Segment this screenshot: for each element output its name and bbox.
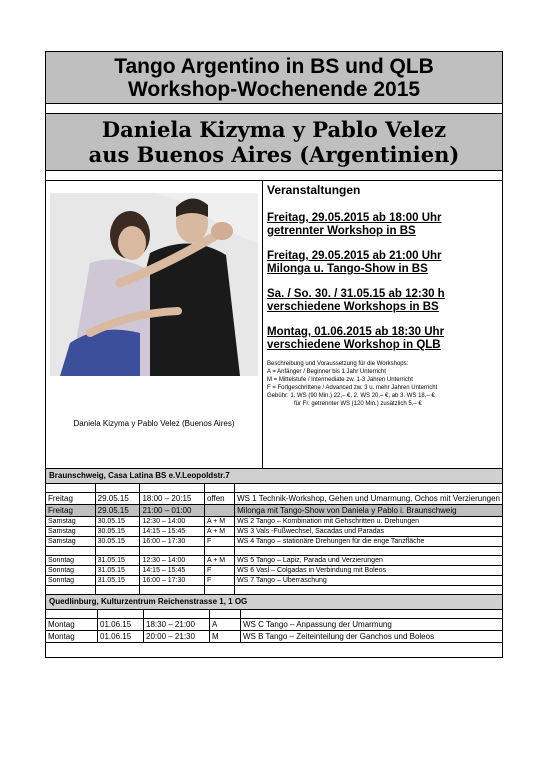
- cell-level: [204, 505, 234, 517]
- event-desc: Milonga u. Tango-Show in BS: [267, 263, 428, 275]
- title-line-2: Workshop-Wochenende 2015: [127, 78, 421, 101]
- table-row: [46, 484, 502, 493]
- table-row: [46, 610, 502, 619]
- table-row: [46, 517, 502, 527]
- flyer: [45, 51, 503, 658]
- schedule-table-bs: [46, 484, 502, 595]
- content-block: [46, 181, 502, 469]
- table-footer-space: [46, 643, 502, 657]
- event-desc: verschiedene Workshop in QLB: [267, 339, 441, 351]
- cell-date: 30.05.15: [95, 537, 140, 547]
- cell-desc: WS B Tango – Zeiteinteilung der Ganchos und Boleos: [241, 631, 503, 643]
- cell-time: 18:30 – 21:00: [144, 619, 210, 631]
- event-item: [267, 288, 498, 314]
- cell-desc: WS 2 Tango – Kombination mit Gehschritten u. Drehungen: [235, 517, 502, 527]
- spacer: [46, 171, 502, 181]
- cell-date: 01.06.15: [98, 619, 144, 631]
- cell-day: Samstag: [46, 517, 95, 527]
- legend-line: für Fr. getrennter WS (120 Min.) zusätzlich 5,– €: [294, 401, 422, 407]
- cell-level: A + M: [204, 517, 234, 527]
- photo-caption: Daniela Kizyma y Pablo Velez (Buenos Aires): [73, 419, 235, 428]
- schedule-table-qlb: [46, 610, 502, 643]
- cell-date: 30.05.15: [95, 517, 140, 527]
- legend-line: Gebühr: 1. WS (90 Min.) 22,– €, 2. WS 20,– €, ab 3. WS 18,– €: [267, 393, 435, 399]
- cell-date: 29.05.15: [95, 505, 140, 517]
- cell-level: A + M: [204, 556, 234, 566]
- event-item: [267, 250, 498, 276]
- cell-day: Sonntag: [46, 556, 95, 566]
- dancers-photo: [50, 193, 258, 376]
- table-row: [46, 566, 502, 576]
- cell-day: Freitag: [46, 505, 95, 517]
- cell-day: Sonntag: [46, 576, 95, 586]
- cell-level: A + M: [204, 527, 234, 537]
- cell-desc: WS 6 Vasl – Colgadas in Verbindung mit Boleos: [235, 566, 502, 576]
- event-date: Freitag, 29.05.2015 ab 21:00 Uhr: [267, 250, 442, 262]
- events-heading: Veranstaltungen: [267, 183, 361, 197]
- cell-level: F: [204, 576, 234, 586]
- cell-date: 29.05.15: [95, 493, 140, 505]
- legend-line: A = Anfänger / Beginner bis 1 Jahr Unterricht: [267, 369, 386, 375]
- cell-day: Sonntag: [46, 566, 95, 576]
- cell-time: 12:30 – 14:00: [140, 556, 205, 566]
- event-title: [46, 52, 502, 104]
- event-item: [267, 326, 498, 352]
- table-row: [46, 556, 502, 566]
- title-line-1: Tango Argentino in BS und QLB: [114, 55, 434, 78]
- cell-desc: WS 7 Tango – Überraschung: [235, 576, 502, 586]
- cell-time: 12:30 – 14:00: [140, 517, 205, 527]
- cell-level: F: [204, 537, 234, 547]
- event-desc: verschiedene Workshops in BS: [267, 301, 439, 313]
- workshop-legend: [267, 360, 498, 408]
- events-column: [263, 181, 502, 468]
- legend-line: Beschreibung und Voraussetzung für die Workshops:: [267, 361, 409, 367]
- spacer: [46, 104, 502, 114]
- artists-line-2: aus Buenos Aires (Argentinien): [88, 142, 460, 167]
- table-row: [46, 537, 502, 547]
- event-date: Freitag, 29.05.2015 ab 18:00 Uhr: [267, 212, 442, 224]
- table-row: [46, 586, 502, 595]
- cell-day: Freitag: [46, 493, 95, 505]
- table-row: [46, 493, 502, 505]
- cell-time: 16:00 – 17:30: [140, 537, 205, 547]
- cell-day: Samstag: [46, 537, 95, 547]
- legend-line: F = Fortgeschrittene / Advanced zw. 3 u. mehr Jahren Unterricht: [267, 385, 438, 391]
- cell-time: 14:15 – 15:45: [140, 566, 205, 576]
- artists-title: [46, 114, 502, 171]
- section-quedlinburg: Quedlinburg, Kulturzentrum Reichenstrasse 1, 1 OG: [46, 595, 502, 610]
- cell-date: 31.05.15: [95, 566, 140, 576]
- cell-level: offen: [204, 493, 234, 505]
- cell-level: M: [210, 631, 241, 643]
- section-braunschweig: Braunschweig, Casa Latina BS e.V.Leopoldstr.7: [46, 469, 502, 484]
- table-row: [46, 619, 502, 631]
- cell-desc: WS C Tango – Anpassung der Umarmung: [241, 619, 503, 631]
- cell-time: 16:00 – 17:30: [140, 576, 205, 586]
- cell-time: 21:00 – 01:00: [140, 505, 205, 517]
- cell-date: 31.05.15: [95, 556, 140, 566]
- table-row: [46, 547, 502, 556]
- cell-time: 20:00 – 21:30: [144, 631, 210, 643]
- cell-desc: Milonga mit Tango-Show von Daniela y Pablo i. Braunschweig: [235, 505, 502, 517]
- cell-day: Montag: [46, 619, 98, 631]
- cell-date: 31.05.15: [95, 576, 140, 586]
- table-row: [46, 505, 502, 517]
- cell-desc: WS 1 Technik-Workshop, Gehen und Umarmung, Ochos mit Verzierungen: [235, 493, 502, 505]
- cell-level: A: [210, 619, 241, 631]
- cell-desc: WS 4 Tango – stationäre Drehungen für die enge Tanzfläche: [235, 537, 502, 547]
- cell-date: 30.05.15: [95, 527, 140, 537]
- cell-date: 01.06.15: [98, 631, 144, 643]
- event-date: Montag, 01.06.2015 ab 18:30 Uhr: [267, 326, 445, 338]
- cell-day: Montag: [46, 631, 98, 643]
- legend-line: M = Mittelstufe / Intermediate zw. 1-3 Jahren Unterricht: [267, 377, 413, 383]
- event-date: Sa. / So. 30. / 31.05.15 ab 12:30 h: [267, 288, 445, 300]
- cell-desc: WS 5 Tango – Lapiz, Parada und Verzierungen: [235, 556, 502, 566]
- event-desc: getrennter Workshop in BS: [267, 225, 416, 237]
- table-row: [46, 527, 502, 537]
- table-row: [46, 631, 502, 643]
- cell-time: 14:15 – 15:45: [140, 527, 205, 537]
- event-item: [267, 212, 498, 238]
- cell-time: 18:00 – 20:15: [140, 493, 205, 505]
- cell-day: Samstag: [46, 527, 95, 537]
- photo-column: [46, 181, 263, 468]
- cell-desc: WS 3 Vals -Fußwechsel, Sacadas und Paradas: [235, 527, 502, 537]
- table-row: [46, 576, 502, 586]
- artists-line-1: Daniela Kizyma y Pablo Velez: [101, 117, 447, 142]
- cell-level: F: [204, 566, 234, 576]
